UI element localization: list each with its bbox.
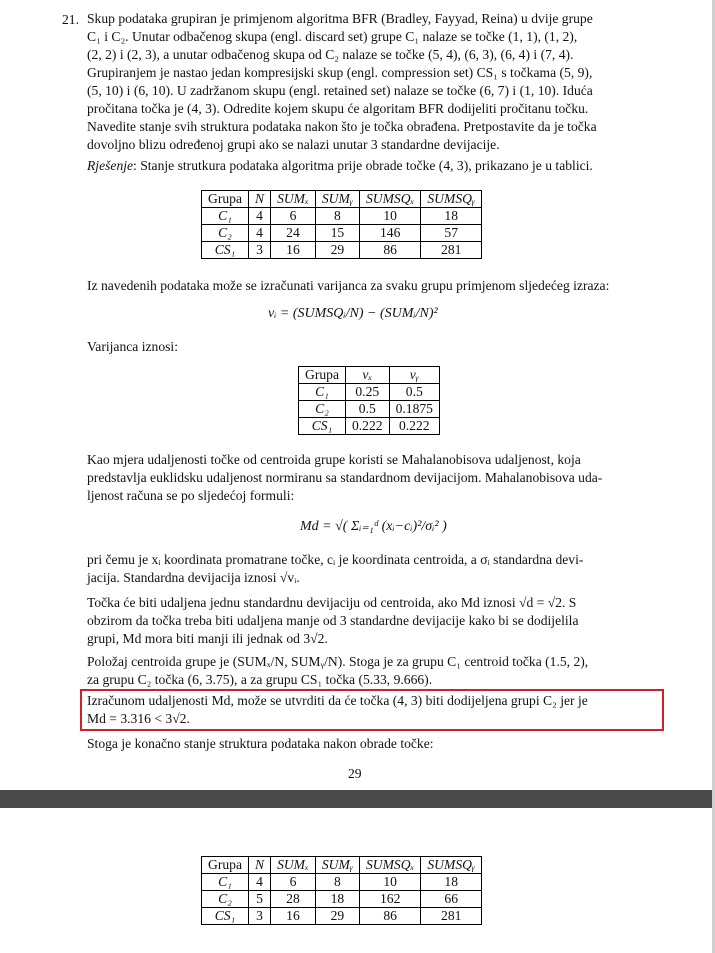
table-header-row [202, 857, 482, 874]
table-row [202, 242, 482, 259]
col-header: SUMₓ [271, 857, 316, 874]
table-cell: CS₁ [202, 908, 249, 925]
table-cell: 18 [315, 891, 359, 908]
table-cell: 28 [271, 891, 316, 908]
table-cell: 0.222 [345, 418, 389, 435]
table-cell: 0.222 [389, 418, 439, 435]
table-after [201, 856, 482, 925]
table-row [202, 908, 482, 925]
text-line: grupi, Md mora biti manji ili jednak od 3√2. [87, 631, 328, 646]
col-header: SUMᵧ [315, 191, 359, 208]
text-line: obzirom da točka treba biti udaljena manje od 3 standardne devijacije kako bi se dodijelila [87, 613, 579, 628]
text-line: Md = 3.316 < 3√2. [87, 711, 190, 726]
table-cell: 3 [248, 242, 270, 259]
text-line: jacija. Standardna devijacija iznosi √vᵢ. [87, 570, 300, 585]
table-cell: 8 [315, 874, 359, 891]
table-cell: 6 [271, 874, 316, 891]
table-row [202, 225, 482, 242]
variance-intro: Iz navedenih podataka može se izračunati varijanca za svaku grupu primjenom sljedećeg izraza: [87, 278, 610, 293]
table-cell: CS₁ [202, 242, 249, 259]
table-row [202, 891, 482, 908]
col-header: vₓ [345, 367, 389, 384]
problem-number: 21. [62, 12, 79, 27]
table-cell: C₂ [202, 891, 249, 908]
table-row [299, 401, 440, 418]
problem-line: pročitana točka je (4, 3). Odredite kojem skupu će algoritam BFR dodijeliti pročitanu točku. [87, 101, 589, 116]
solution-text: : Stanje strutkura podataka algoritma prije obrade točke (4, 3), prikazano je u tablici. [133, 158, 593, 173]
text-line: Izračunom udaljenosti Md, može se utvrditi da će točka (4, 3) biti dodijeljena grupi C₂ jer je [87, 693, 588, 708]
table-cell: 6 [271, 208, 316, 225]
table-cell: 86 [359, 908, 420, 925]
table-row [299, 418, 440, 435]
text-line: predstavlja euklidsku udaljenost normiranu sa standardnom devijacijom. Mahalanobisova uda- [87, 470, 603, 485]
page-number: 29 [348, 766, 362, 781]
col-header: SUMSQₓ [359, 857, 420, 874]
table-cell: C₁ [202, 208, 249, 225]
table-cell: CS₁ [299, 418, 346, 435]
text-line: Točka će biti udaljena jednu standardnu devijaciju od centroida, ako Md iznosi √d = √2. S [87, 595, 577, 610]
table-cell: 18 [421, 874, 482, 891]
text-line: ljenost računa se po sljedećoj formuli: [87, 488, 295, 503]
variance-label: Varijanca iznosi: [87, 339, 178, 354]
table-cell: C₁ [202, 874, 249, 891]
table-cell: 29 [315, 242, 359, 259]
col-header: SUMSQᵧ [421, 191, 482, 208]
table-row [202, 874, 482, 891]
text-line: Kao mjera udaljenosti točke od centroida grupe koristi se Mahalanobisova udaljenost, koja [87, 452, 581, 467]
table-header-row [299, 367, 440, 384]
col-header: N [248, 857, 270, 874]
variance-formula: vᵢ = (SUMSQᵢ/N) − (SUMᵢ/N)² [268, 306, 438, 321]
table-cell: 0.25 [345, 384, 389, 401]
table-cell: 0.5 [345, 401, 389, 418]
table-cell: 5 [248, 891, 270, 908]
col-header: N [248, 191, 270, 208]
table-cell: 16 [271, 242, 316, 259]
problem-line: Grupiranjem je nastao jedan kompresijski skup (engl. compression set) CS₁ s točkama (5, 9), [87, 65, 593, 80]
text-line: Položaj centroida grupe je (SUMₓ/N, SUMᵧ/N). Stoga je za grupu C₁ centroid točka (1.5, 2), [87, 654, 589, 669]
col-header: SUMSQₓ [359, 191, 420, 208]
problem-line: Skup podataka grupiran je primjenom algoritma BFR (Bradley, Fayyad, Reina) u dvije grupe [87, 11, 593, 26]
table-cell: 66 [421, 891, 482, 908]
table-cell: C₂ [202, 225, 249, 242]
problem-line: Navedite stanje svih struktura podataka nakon što je točka obrađena. Pretpostavite da je točka [87, 119, 597, 134]
table-cell: 281 [421, 242, 482, 259]
table-header-row [202, 191, 482, 208]
table-cell: 16 [271, 908, 316, 925]
table-row [202, 208, 482, 225]
table-cell: 0.5 [389, 384, 439, 401]
problem-line: dovoljno blizu određenoj grupi ako se nalazi unutar 3 standardne devijacije. [87, 137, 500, 152]
table-cell: 24 [271, 225, 316, 242]
col-header: SUMᵧ [315, 857, 359, 874]
table-cell: 281 [421, 908, 482, 925]
table-before [201, 190, 482, 259]
problem-line: C₁ i C₂. Unutar odbačenog skupa (engl. discard set) grupe C₁ nalaze se točke (1, 1), (1, 2), [87, 29, 578, 44]
col-header: Grupa [202, 191, 249, 208]
table-cell: 4 [248, 225, 270, 242]
col-header: SUMₓ [271, 191, 316, 208]
table-cell: 0.1875 [389, 401, 439, 418]
variance-table [298, 366, 440, 435]
col-header: SUMSQᵧ [421, 857, 482, 874]
table-cell: C₂ [299, 401, 346, 418]
table-cell: 29 [315, 908, 359, 925]
table-cell: 86 [359, 242, 420, 259]
table-cell: 162 [359, 891, 420, 908]
table-cell: 18 [421, 208, 482, 225]
text-line: za grupu C₂ točka (6, 3.75), a za grupu CS₁ točka (5.33, 9.666). [87, 672, 433, 687]
col-header: vᵧ [389, 367, 439, 384]
table-cell: 10 [359, 874, 420, 891]
table-cell: 57 [421, 225, 482, 242]
table-cell: 8 [315, 208, 359, 225]
table-cell: 146 [359, 225, 420, 242]
next-page [0, 808, 715, 953]
mahalanobis-formula: Md = √( Σᵢ₌₁ᵈ (xᵢ−cᵢ)²/σᵢ² ) [300, 519, 447, 534]
table-cell: 15 [315, 225, 359, 242]
col-header: Grupa [202, 857, 249, 874]
table-cell: 4 [248, 874, 270, 891]
problem-line: (2, 2) i (2, 3), a unutar odbačenog skupa od C₂ nalaze se točke (5, 4), (6, 3), (6, 4) i (7, 4). [87, 47, 574, 62]
page-separator [0, 790, 715, 808]
text-line: pri čemu je xᵢ koordinata promatrane točke, cᵢ je koordinata centroida, a σᵢ standardna devi- [87, 552, 584, 567]
solution-label: Rješenje [87, 158, 134, 173]
table-cell: 10 [359, 208, 420, 225]
table-cell: 3 [248, 908, 270, 925]
table-row [299, 384, 440, 401]
solution-intro [87, 157, 593, 175]
col-header: Grupa [299, 367, 346, 384]
table-cell: 4 [248, 208, 270, 225]
table-cell: C₁ [299, 384, 346, 401]
final-text: Stoga je konačno stanje struktura podataka nakon obrade točke: [87, 736, 434, 751]
problem-line: (5, 10) i (6, 10). U zadržanom skupu (engl. retained set) nalaze se točke (6, 7) i (1, 10). Iduća [87, 83, 593, 98]
